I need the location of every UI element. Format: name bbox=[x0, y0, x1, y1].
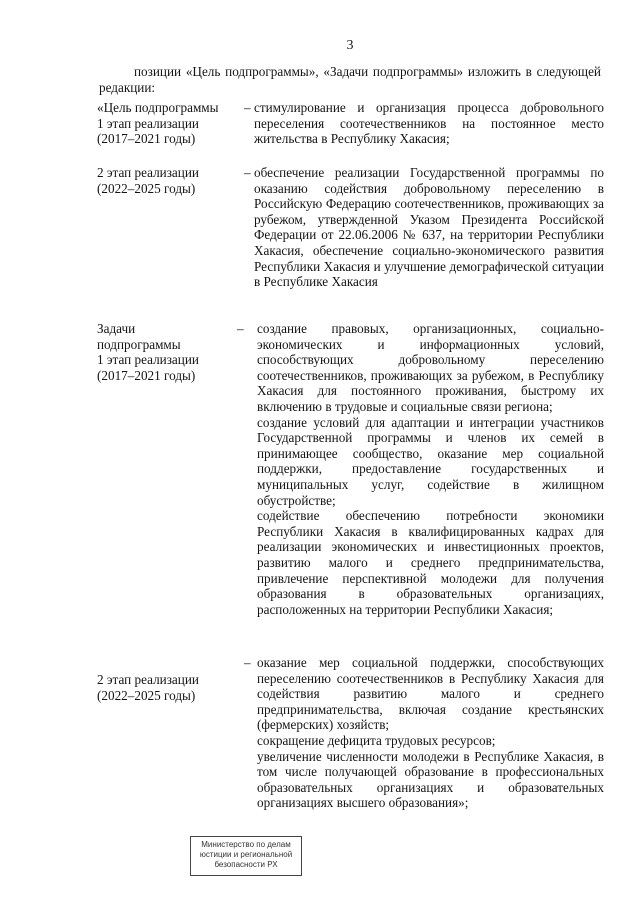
tasks-stage1-label bbox=[97, 321, 249, 383]
label-line: 1 этап реализации bbox=[97, 115, 199, 131]
intro-paragraph: позиции «Цель подпрограммы», «Задачи подпрограммы» изложить в следующей редакции: bbox=[99, 64, 601, 95]
tasks-stage2-label bbox=[97, 672, 249, 703]
label-line: Задачи bbox=[97, 321, 136, 336]
label-line: (2022–2025 годы) bbox=[97, 180, 196, 196]
body-paragraph: сокращение дефицита трудовых ресурсов; bbox=[257, 732, 496, 748]
stamp-line: Министерство по делам bbox=[201, 840, 291, 849]
dash: – bbox=[244, 165, 251, 180]
label-line: подпрограммы bbox=[97, 336, 181, 352]
body-paragraph: оказание мер социальной поддержки, способствующих переселению соотечественников в Республику Хакасия для содействия развитию малого и среднего предпринимательства, включая создание крестьянских (фермерских) хозяйств; bbox=[257, 655, 604, 733]
body-paragraph: создание условий для адаптации и интеграции участников Государственной программы и членов их семей в принимающее сообщество, оказание мер социальной поддержки, предоставление государственных и муниципальных услуг, содействие в жилищном обустройстве; bbox=[257, 414, 604, 508]
label-line: (2017–2021 годы) bbox=[97, 131, 196, 147]
tasks-stage2-text bbox=[257, 655, 604, 811]
label-line: (2017–2021 годы) bbox=[97, 367, 196, 383]
goal-stage1-label bbox=[97, 100, 249, 147]
goal-stage2-label bbox=[97, 165, 249, 196]
goal-stage2-text bbox=[254, 165, 604, 290]
ministry-stamp bbox=[190, 836, 302, 876]
body-paragraph: увеличение численности молодежи в Республике Хакасия, в том числе получающей образование в профессиональных образовательных организациях и образовательных организациях высшего образования»; bbox=[257, 748, 604, 811]
label-line: (2022–2025 годы) bbox=[97, 687, 196, 703]
body-paragraph: обеспечение реализации Государственной программы по оказанию содействия добровольному переселению в Российскую Федерацию соотечественников, проживающих за рубежом, утвержденной Указом Президента Российской Федерации от 22.06.2006 № 637, на территории Республики Хакасия, обеспечение социально-экономического развития Республики Хакасия и улучшение демографической ситуации в Республике Хакасия bbox=[254, 165, 604, 290]
tasks-stage1-text bbox=[257, 321, 604, 617]
dash: – bbox=[244, 100, 251, 115]
dash: – bbox=[237, 321, 244, 336]
body-paragraph: создание правовых, организационных, социально-экономических и информационных условий, способствующих добровольному переселению соотечественников, проживающих за рубежом, в Республику Хакасия для постоянного проживания, быстрому их включению в трудовые и социальные связи региона; bbox=[257, 321, 604, 414]
label-line: 1 этап реализации bbox=[97, 352, 199, 368]
goal-stage1-text bbox=[254, 100, 604, 147]
label-line: 2 этап реализации bbox=[97, 672, 199, 687]
dash: – bbox=[244, 655, 251, 670]
body-paragraph: содействие обеспечению потребности экономики Республики Хакасия в квалифицированных кадрах для реализации экономических и инвестиционных проектов, развитию малого и среднего предпринимательства, привлечение перспективной молодежи для получения образования в образовательных организациях, расположенных на территории Республики Хакасия; bbox=[257, 508, 604, 617]
stamp-line: безопасности РХ bbox=[214, 860, 278, 869]
stamp-line: юстиции и региональной bbox=[199, 850, 293, 859]
label-line: «Цель подпрограммы bbox=[97, 100, 219, 115]
label-line: 2 этап реализации bbox=[97, 165, 199, 180]
page-number: 3 bbox=[346, 38, 354, 53]
body-paragraph: стимулирование и организация процесса добровольного переселения соотечественников на постоянное место жительства в Республику Хакасия; bbox=[254, 100, 604, 147]
